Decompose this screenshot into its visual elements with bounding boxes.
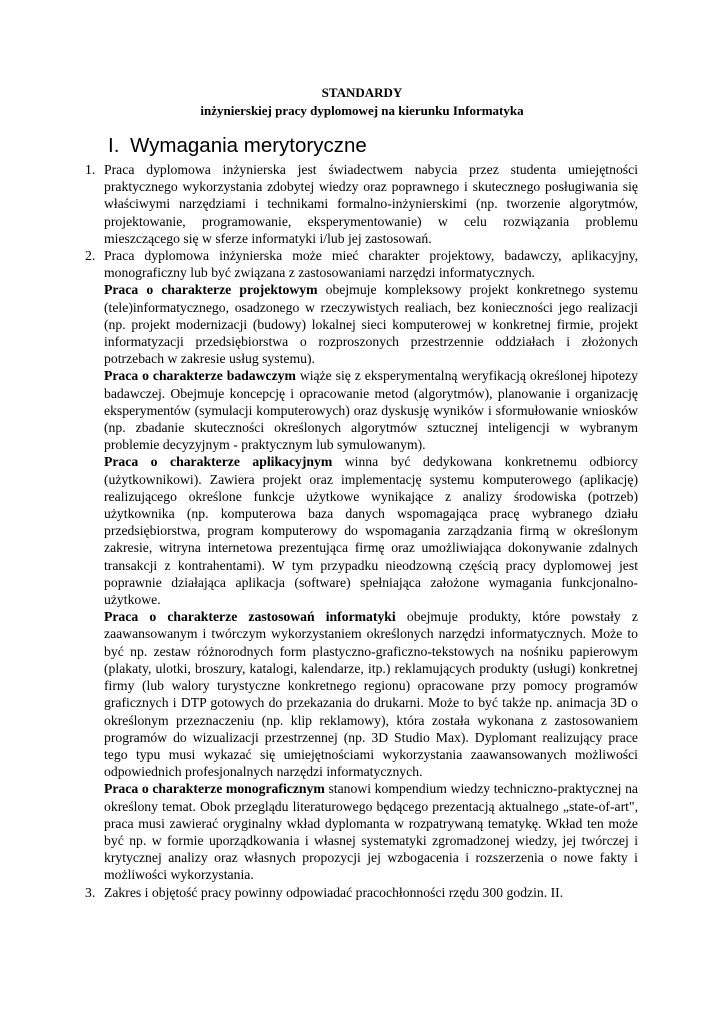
thesis-type-it-applications bbox=[104, 608, 638, 780]
thesis-type-term: Praca o charakterze aplikacyjnym bbox=[104, 454, 333, 470]
thesis-type-description: wiąże się z eksperymentalną weryfikacją określonej hipotezy badawczej. Obejmuje koncepcję i opracowanie metod (algorytmów), planowanie i organizację eksperymentów (symulacji komputerowych) oraz dyskusję wyników i sformułowanie wniosków (np. zbadanie skuteczności określonych algorytmów sztucznej inteligencji w wybranym problemie decyzyjnym - praktycznym lub symulowanym). bbox=[104, 368, 638, 453]
thesis-type-term: Praca o charakterze monograficznym bbox=[104, 781, 325, 797]
thesis-type-term: Praca o charakterze badawczym bbox=[104, 368, 296, 384]
thesis-type-term: Praca o charakterze projektowym bbox=[104, 282, 318, 298]
list-item-number: 1. bbox=[85, 162, 96, 177]
list-item-text: Zakres i objętość pracy powinny odpowiadać pracochłonności rzędu 300 godzin. II. bbox=[104, 884, 564, 900]
document-subtitle: inżynierskiej pracy dyplomowej na kierunku Informatyka bbox=[200, 103, 524, 118]
list-item-2 bbox=[85, 247, 638, 884]
thesis-type-monograph bbox=[104, 780, 638, 883]
thesis-type-description: obejmuje kompleksowy projekt konkretnego systemu (tele)informatycznego, osadzonego w rzeczywistych realiach, bez konieczności jego realizacji (np. projekt modernizacji (budowy) lokalnej sieci komputerowej w konkretnej firmie, projekt informatyzacji przedsiębiorstwa o rozproszonych przestrzennie oddziałach i złożonych potrzebach w zakresie usług systemu). bbox=[104, 282, 638, 367]
list-item-text: Praca dyplomowa inżynierska jest świadectwem nabycia przez studenta umiejętności praktycznego wykorzystania zdobytej wiedzy oraz poprawnego i skutecznego posługiwania się właściwymi narzędziami i technikami formalno-inżynierskimi (np. tworzenie algorytmów, projektowanie, programowanie, eksperymentowanie) w celu rozwiązania problemu mieszczącego się w sferze informatyki i/lub jej zastosowań. bbox=[104, 162, 638, 246]
requirements-list bbox=[85, 161, 638, 901]
section-number: I. bbox=[108, 134, 120, 157]
thesis-type-application bbox=[104, 453, 638, 608]
thesis-type-research bbox=[104, 367, 638, 453]
list-item-3 bbox=[85, 884, 638, 901]
list-item-intro: Praca dyplomowa inżynierska może mieć charakter projektowy, badawczy, aplikacyjny, monograficzny lub być związana z zastosowaniami narzędzi informatycznych. bbox=[104, 248, 638, 281]
list-item-number: 2. bbox=[85, 248, 96, 264]
thesis-type-term: Praca o charakterze zastosowań informatyki bbox=[104, 609, 396, 625]
thesis-type-description: obejmuje produkty, które powstały z zaawansowanym i twórczym wykorzystaniem określonych narzędzi informatycznych. Może to być np. zestaw różnorodnych form plastyczno-graficzno-tekstowych na nośniku papierowym (plakaty, ulotki, broszury, katalogi, kalendarze, itp.) reklamujących produkty (usługi) konkretnej firmy (lub walory turystyczne konkretnego regionu) opracowane przy pomocy programów graficznych i DTP gotowych do przekazania do drukarni. Może to być także np. animacja 3D o określonym przeznaczeniu (np. klip reklamowy), która została wykonana z zastosowaniem programów do wizualizacji przestrzennej (np. 3D Studio Max). Dyplomant realizujący prace tego typu musi wykazać się umiejętnościami wykorzystania zaawansowanych możliwości odpowiednich profesjonalnych narzędzi informatycznych. bbox=[104, 609, 638, 780]
section-heading bbox=[108, 133, 367, 159]
thesis-type-design bbox=[104, 281, 638, 367]
list-item-number: 3. bbox=[85, 884, 96, 900]
list-item-1 bbox=[85, 161, 638, 247]
thesis-type-description: winna być dedykowana konkretnemu odbiorcy (użytkownikowi). Zawiera projekt oraz implementację systemu komputerowego (aplikację) realizującego określone funkcje użytkowe wynikające z analizy środowiska (potrzeb) użytkownika (np. komputerowa baza danych wspomagająca pracę wybranego działu przedsiębiorstwa, program komputerowy do wspomagania zarządzania firmą w określonym zakresie, witryna internetowa prezentująca firmę oraz umożliwiająca dokonywanie zdalnych transakcji z kontrahentami). W tym przypadku nieodzowną częścią pracy dyplomowej jest poprawnie działająca aplikacja (software) spełniająca założone wymagania funkcjonalno-użytkowe. bbox=[104, 454, 638, 608]
thesis-type-description: stanowi kompendium wiedzy techniczno-praktycznej na określony temat. Obok przeglądu literaturowego będącego prezentacją aktualnego „state-of-art", praca musi zawierać oryginalny wkład dyplomanta w rozpatrywaną tematykę. Wkład ten może być np. w formie uporządkowania i własnej systematyki zgromadzonej wiedzy, jej twórczej i krytycznej analizy oraz własnych propozycji jej wzbogacenia i rozszerzenia o nowe fakty i możliwości wykorzystania. bbox=[104, 781, 638, 883]
document-title: STANDARDY bbox=[321, 85, 403, 100]
section-title: Wymagania merytoryczne bbox=[130, 134, 367, 157]
